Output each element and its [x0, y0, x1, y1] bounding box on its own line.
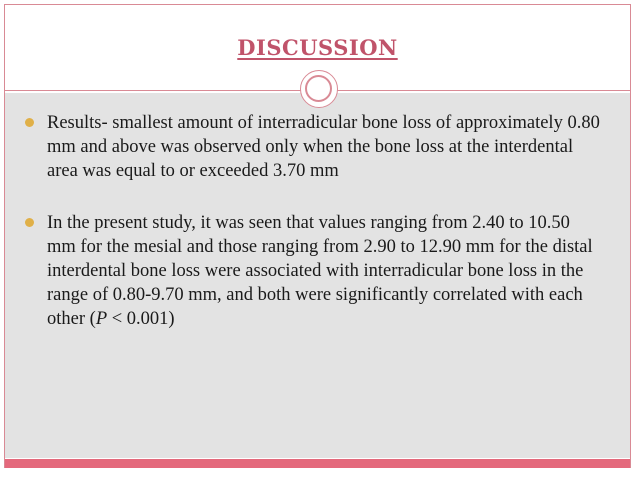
bullet-text: In the present study, it was seen that values ranging from 2.40 to 10.50 mm for the mesial and those ranging from 2.90 to 12.90 mm for the distal interdental bone loss were associated with interradicular bone loss in the range of 0.80-9.70 mm, and both were significantly correlated with each other (	[47, 213, 593, 329]
bullet-item-results	[21, 111, 601, 183]
p-value-text: < 0.001)	[107, 309, 175, 329]
p-value-symbol: P	[95, 309, 108, 329]
circle-ornament-icon	[300, 70, 338, 108]
circle-ornament-inner	[305, 75, 332, 102]
bullet-item-present-study	[21, 211, 601, 331]
bullet-text: Results- smallest amount of interradicular bone loss of approximately 0.80 mm and above was observed only when the bone loss at the interdental area was equal to or exceeded 3.70 mm	[47, 113, 600, 181]
bullet-dot-icon	[25, 218, 34, 227]
content-panel	[5, 91, 630, 458]
bullet-dot-icon	[25, 118, 34, 127]
bottom-accent-bar	[5, 459, 630, 468]
bullet-list	[21, 111, 601, 359]
slide-title: DISCUSSION	[237, 35, 398, 60]
